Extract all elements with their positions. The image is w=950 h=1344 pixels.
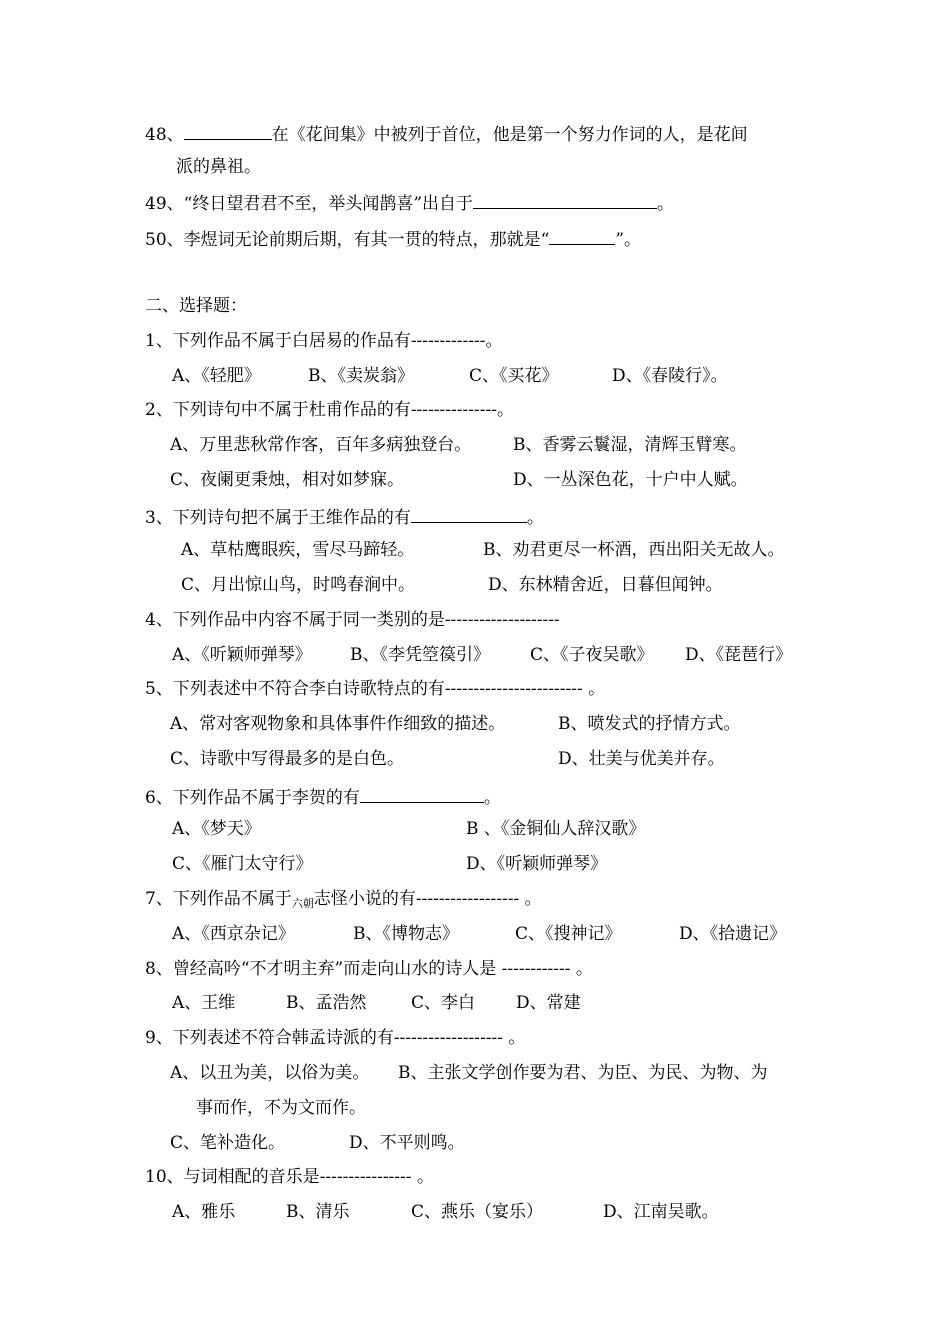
question-7-stem <box>145 888 542 912</box>
question-3-option-d[interactable]: D、东林精舍近，日暮但闻钟。 <box>488 575 723 595</box>
question-7-option-d[interactable]: D、《拾遗记》 <box>679 924 787 944</box>
question-5-stem: 5、下列表述中不符合李白诗歌特点的有------------------------ 。 <box>145 679 606 699</box>
question-number: 48、 <box>145 125 184 145</box>
question-9-option-a[interactable]: A、以丑为美，以俗为美。 <box>170 1063 370 1083</box>
question-50 <box>145 226 641 251</box>
question-text: 在《花间集》中被列于首位，他是第一个努力作词的人，是花间 <box>271 125 748 145</box>
question-2-option-b[interactable]: B、香雾云鬟湿，清辉玉臂寒。 <box>513 435 747 455</box>
section-title: 二、选择题： <box>145 296 247 316</box>
question-10-option-d[interactable]: D、江南吴歌。 <box>603 1202 719 1222</box>
question-8-option-c[interactable]: C、李白 <box>411 993 476 1013</box>
question-3-option-a[interactable]: A、草枯鹰眼疾，雪尽马蹄轻。 <box>181 540 415 560</box>
question-10-stem: 10、与词相配的音乐是---------------- 。 <box>145 1167 434 1187</box>
question-3-option-b[interactable]: B、劝君更尽一杯酒，西出阳关无故人。 <box>483 540 785 560</box>
question-6-stem <box>145 784 501 809</box>
question-7-option-b[interactable]: B、《博物志》 <box>353 924 459 944</box>
question-8-option-a[interactable]: A、王维 <box>172 993 236 1013</box>
question-5-option-b[interactable]: B、喷发式的抒情方式。 <box>558 714 741 734</box>
question-6-option-d[interactable]: D、《听颖师弹琴》 <box>466 854 608 874</box>
question-7-option-c[interactable]: C、《搜神记》 <box>515 924 622 944</box>
question-9-stem: 9、下列表述不符合韩孟诗派的有------------------- 。 <box>145 1028 526 1048</box>
question-6-option-a[interactable]: A、《梦天》 <box>172 819 261 839</box>
question-2-stem: 2、下列诗句中不属于杜甫作品的有---------------。 <box>145 400 514 420</box>
question-1-option-a[interactable]: A、《轻肥》 <box>172 366 261 386</box>
question-1-stem: 1、下列作品不属于白居易的作品有-------------。 <box>145 331 503 351</box>
question-8-option-b[interactable]: B、孟浩然 <box>286 993 367 1013</box>
question-1-option-d[interactable]: D、《春陵行》。 <box>612 366 728 386</box>
question-10-option-b[interactable]: B、清乐 <box>286 1202 350 1222</box>
question-text: 7、下列作品不属于 <box>145 889 292 909</box>
answer-blank[interactable] <box>184 121 272 140</box>
question-4-option-d[interactable]: D、《琵琶行》 <box>685 645 793 665</box>
question-4-option-c[interactable]: C、《子夜吴歌》 <box>530 645 654 665</box>
question-2-option-c[interactable]: C、夜阑更秉烛，相对如梦寐。 <box>170 470 405 490</box>
question-4-stem: 4、下列作品中内容不属于同一类别的是-------------------- <box>145 610 560 630</box>
question-10-option-a[interactable]: A、雅乐 <box>172 1202 236 1222</box>
question-2-option-d[interactable]: D、一丛深色花，十户中人赋。 <box>513 470 748 490</box>
question-5-option-c[interactable]: C、诗歌中写得最多的是白色。 <box>170 749 405 769</box>
question-punct: 。 <box>483 788 501 808</box>
question-text: 49、“终日望君君不至，举头闻鹊喜”出自于 <box>145 194 474 214</box>
question-8-option-d[interactable]: D、常建 <box>516 993 581 1013</box>
question-9-option-b-continued: 事而作，不为文而作。 <box>196 1098 366 1118</box>
answer-blank[interactable] <box>411 504 527 523</box>
question-48-continued: 派的鼻祖。 <box>176 157 261 177</box>
question-6-option-b[interactable]: B 、《金铜仙人辞汉歌》 <box>466 819 646 839</box>
question-8-stem: 8、曾经高吟“不才明主弃”而走向山水的诗人是 ------------ 。 <box>145 959 593 979</box>
question-text-small: 六朝 <box>291 897 314 910</box>
question-text: 3、下列诗句把不属于王维作品的有 <box>145 508 411 528</box>
question-10-option-c[interactable]: C、燕乐（宴乐） <box>411 1202 544 1222</box>
question-9-option-c[interactable]: C、笔补造化。 <box>170 1133 286 1153</box>
answer-blank[interactable] <box>473 190 657 209</box>
question-1-option-c[interactable]: C、《买花》 <box>469 366 559 386</box>
question-punct: 。 <box>657 194 675 214</box>
question-7-option-a[interactable]: A、《西京杂记》 <box>172 924 295 944</box>
question-punct: 。 <box>526 508 544 528</box>
question-punct: ”。 <box>615 230 642 250</box>
question-text: 志怪小说的有------------------ 。 <box>313 889 542 909</box>
question-4-option-b[interactable]: B、《李凭箜篌引》 <box>350 645 490 665</box>
question-2-option-a[interactable]: A、万里悲秋常作客，百年多病独登台。 <box>170 435 472 455</box>
question-5-option-a[interactable]: A、常对客观物象和具体事件作细致的描述。 <box>170 714 506 734</box>
answer-blank[interactable] <box>549 226 615 245</box>
question-3-option-c[interactable]: C、月出惊山鸟，时鸣春涧中。 <box>181 575 416 595</box>
question-4-option-a[interactable]: A、《听颖师弹琴》 <box>172 645 312 665</box>
question-9-option-d[interactable]: D、不平则鸣。 <box>349 1133 465 1153</box>
question-3-stem <box>145 504 544 529</box>
question-text: 50、李煜词无论前期后期，有其一贯的特点，那就是“ <box>145 230 550 250</box>
question-9-option-b[interactable]: B、主张文学创作要为君、为臣、为民、为物、为 <box>398 1063 768 1083</box>
question-5-option-d[interactable]: D、壮美与优美并存。 <box>558 749 725 769</box>
question-49 <box>145 190 674 215</box>
question-1-option-b[interactable]: B、《卖炭翁》 <box>308 366 414 386</box>
question-text: 6、下列作品不属于李贺的有 <box>145 788 360 808</box>
question-6-option-c[interactable]: C、《雁门太守行》 <box>172 854 313 874</box>
question-48 <box>145 121 748 146</box>
answer-blank[interactable] <box>360 784 484 803</box>
